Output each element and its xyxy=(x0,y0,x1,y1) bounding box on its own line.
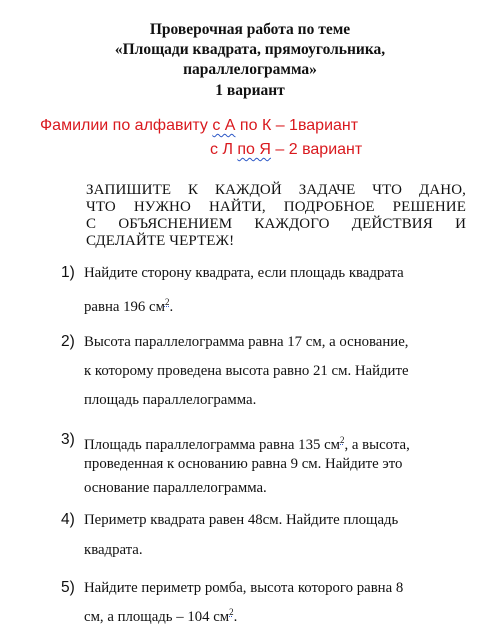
task-1-line-1: Найдите сторону квадрата, если площадь квадрата xyxy=(84,265,404,281)
task-4-number: 4) xyxy=(61,511,75,528)
title-line-1: Проверочная работа по теме xyxy=(149,21,351,38)
task-2-line-3: площадь параллелограмма. xyxy=(84,392,257,408)
task-4-line-2: квадрата. xyxy=(84,542,143,558)
task-4-line-1: Периметр квадрата равен 48см. Найдите площадь xyxy=(84,512,399,528)
task-1-superscript: 2 xyxy=(164,297,170,307)
note-line-2-underlined: по Я xyxy=(237,141,271,158)
task-1-line-2 xyxy=(84,292,173,317)
variant-label: 1 вариант xyxy=(215,82,285,99)
task-5-number: 5) xyxy=(61,579,75,596)
task-5-line-2 xyxy=(84,602,237,627)
task-3-number: 3) xyxy=(61,431,75,448)
title-line-2: «Площади квадрата, прямоугольника, xyxy=(114,41,386,58)
task-3-superscript: 2 xyxy=(340,435,345,445)
task-3-area-text: Площадь параллелограмма равна 135 см xyxy=(84,437,340,453)
title-line-3: параллелограмма» xyxy=(183,61,317,78)
note-line-2 xyxy=(210,140,362,160)
instruction-line-1: ЗАПИШИТЕ К КАЖДОЙ ЗАДАЧЕ ЧТО ДАНО, xyxy=(86,182,466,198)
task-3-line-2: проведенная к основанию равна 9 см. Найдите это xyxy=(84,456,403,472)
task-5-period: . xyxy=(233,609,238,625)
note-line-1-prefix: Фамилии по алфавиту xyxy=(40,117,213,134)
task-5-superscript: 2 xyxy=(229,607,234,617)
task-3-line-1 xyxy=(84,430,410,455)
note-line-1-suffix: по К – 1вариант xyxy=(235,117,359,134)
note-line-2-suffix: – 2 вариант xyxy=(270,141,363,158)
note-line-1-underlined: с А xyxy=(212,117,236,134)
note-line-2-prefix: с Л xyxy=(210,141,238,158)
instruction-line-2: ЧТО НУЖНО НАЙТИ, ПОДРОБНОЕ РЕШЕНИЕ xyxy=(86,199,466,215)
task-5-area-text: см, а площадь – 104 см xyxy=(84,609,230,625)
task-2-line-2: к которому проведена высота равно 21 см. Найдите xyxy=(84,363,409,379)
task-1-area-text: равна 196 см xyxy=(84,299,165,315)
task-1-number: 1) xyxy=(61,264,75,281)
task-5-line-1: Найдите периметр ромба, высота которого равна 8 xyxy=(84,580,404,596)
task-3-height-text: , а высота, xyxy=(344,437,410,453)
task-2-number: 2) xyxy=(61,333,75,350)
task-3-line-3: основание параллелограмма. xyxy=(84,480,267,496)
instruction-block xyxy=(86,182,466,250)
task-1-period: . xyxy=(169,299,174,315)
note-line-1 xyxy=(40,116,358,136)
instruction-line-3: С ОБЪЯСНЕНИЕМ КАЖДОГО ДЕЙСТВИЯ И xyxy=(86,216,466,232)
instruction-line-4: СДЕЛАЙТЕ ЧЕРТЕЖ! xyxy=(86,233,235,249)
task-2-line-1: Высота параллелограмма равна 17 см, а основание, xyxy=(84,334,409,350)
